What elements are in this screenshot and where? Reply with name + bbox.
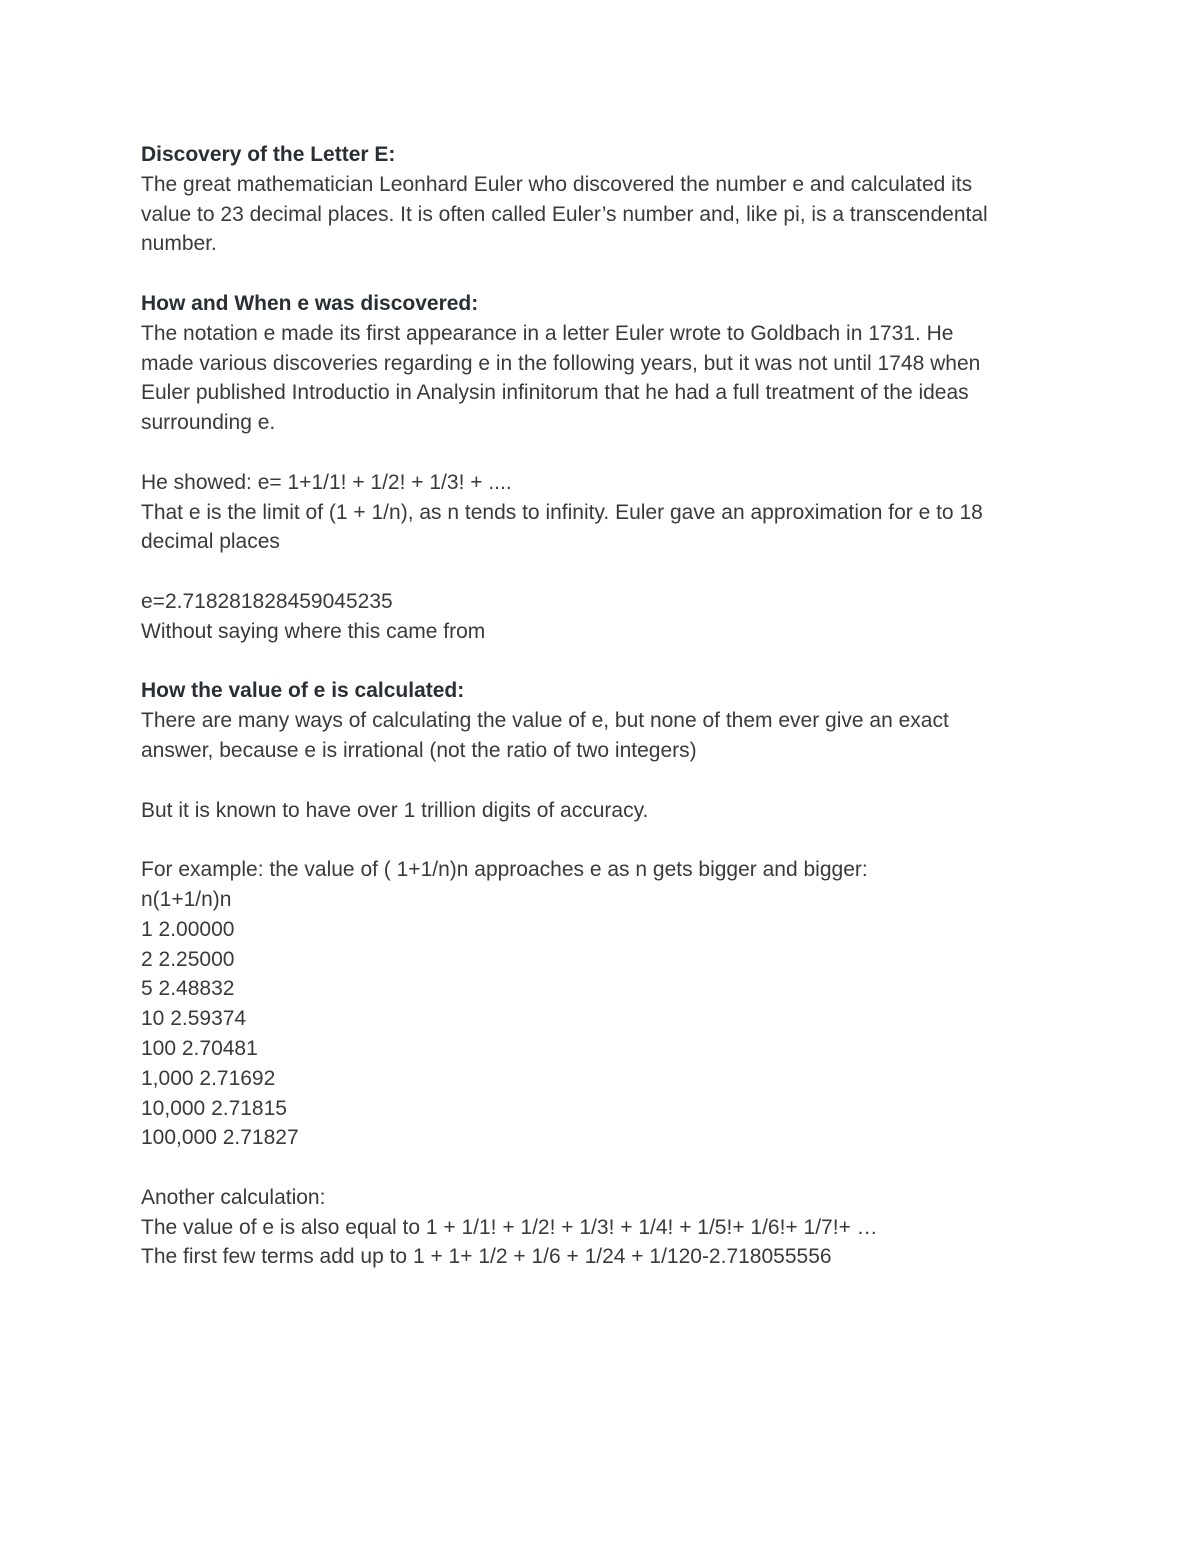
spacer	[141, 259, 1101, 289]
paragraph-line: Another calculation:	[141, 1185, 326, 1209]
paragraph-line: Without saying where this came from	[141, 619, 486, 643]
table-row: 100 2.70481	[141, 1036, 258, 1060]
spacer	[141, 557, 1101, 587]
paragraph-line: The notation e made its first appearance in a letter Euler wrote to Goldbach in 1731. He	[141, 321, 954, 345]
table-row: 10 2.59374	[141, 1007, 247, 1031]
accuracy-line: But it is known to have over 1 trillion digits of accuracy.	[141, 798, 649, 822]
heading-how-when: How and When e was discovered:	[141, 291, 479, 315]
table-row: 1 2.00000	[141, 917, 235, 941]
series-line: The value of e is also equal to 1 + 1/1! + 1/2! + 1/3! + 1/4! + 1/5!+ 1/6!+ 1/7!+ …	[141, 1215, 878, 1239]
table-header: n(1+1/n)n	[141, 887, 232, 911]
spacer	[141, 825, 1101, 855]
paragraph-line: That e is the limit of (1 + 1/n), as n tends to infinity. Euler gave an approximation for e to 18	[141, 500, 983, 524]
table-row: 100,000 2.71827	[141, 1126, 299, 1150]
e-value-line: e=2.718281828459045235	[141, 589, 393, 613]
heading-how-calculated: How the value of e is calculated:	[141, 679, 465, 703]
table-row: 1,000 2.71692	[141, 1066, 276, 1090]
spacer	[141, 438, 1101, 468]
spacer	[141, 766, 1101, 796]
table-row: 10,000 2.71815	[141, 1096, 287, 1120]
paragraph-line: made various discoveries regarding e in the following years, but it was not until 1748 when	[141, 351, 981, 375]
example-intro-line: For example: the value of ( 1+1/n)n approaches e as n gets bigger and bigger:	[141, 858, 868, 882]
paragraph-line: surrounding e.	[141, 411, 276, 435]
paragraph-line: There are many ways of calculating the value of e, but none of them ever give an exact	[141, 709, 949, 733]
paragraph-line: Euler published Introductio in Analysin infinitorum that he had a full treatment of the ideas	[141, 381, 969, 405]
paragraph-line: The great mathematician Leonhard Euler who discovered the number e and calculated its	[141, 172, 973, 196]
sum-line: The first few terms add up to 1 + 1+ 1/2 + 1/6 + 1/24 + 1/120-2.718055556	[141, 1245, 832, 1269]
formula-line: He showed: e= 1+1/1! + 1/2! + 1/3! + ....	[141, 470, 512, 494]
document-page	[141, 140, 1101, 1272]
table-row: 5 2.48832	[141, 977, 235, 1001]
table-row: 2 2.25000	[141, 947, 235, 971]
spacer	[141, 647, 1101, 677]
spacer	[141, 1153, 1101, 1183]
paragraph-line: value to 23 decimal places. It is often called Euler’s number and, like pi, is a transcendental	[141, 202, 988, 226]
paragraph-line: decimal places	[141, 530, 280, 554]
paragraph-line: answer, because e is irrational (not the ratio of two integers)	[141, 738, 697, 762]
heading-discovery: Discovery of the Letter E:	[141, 143, 396, 166]
paragraph-line: number.	[141, 232, 217, 256]
